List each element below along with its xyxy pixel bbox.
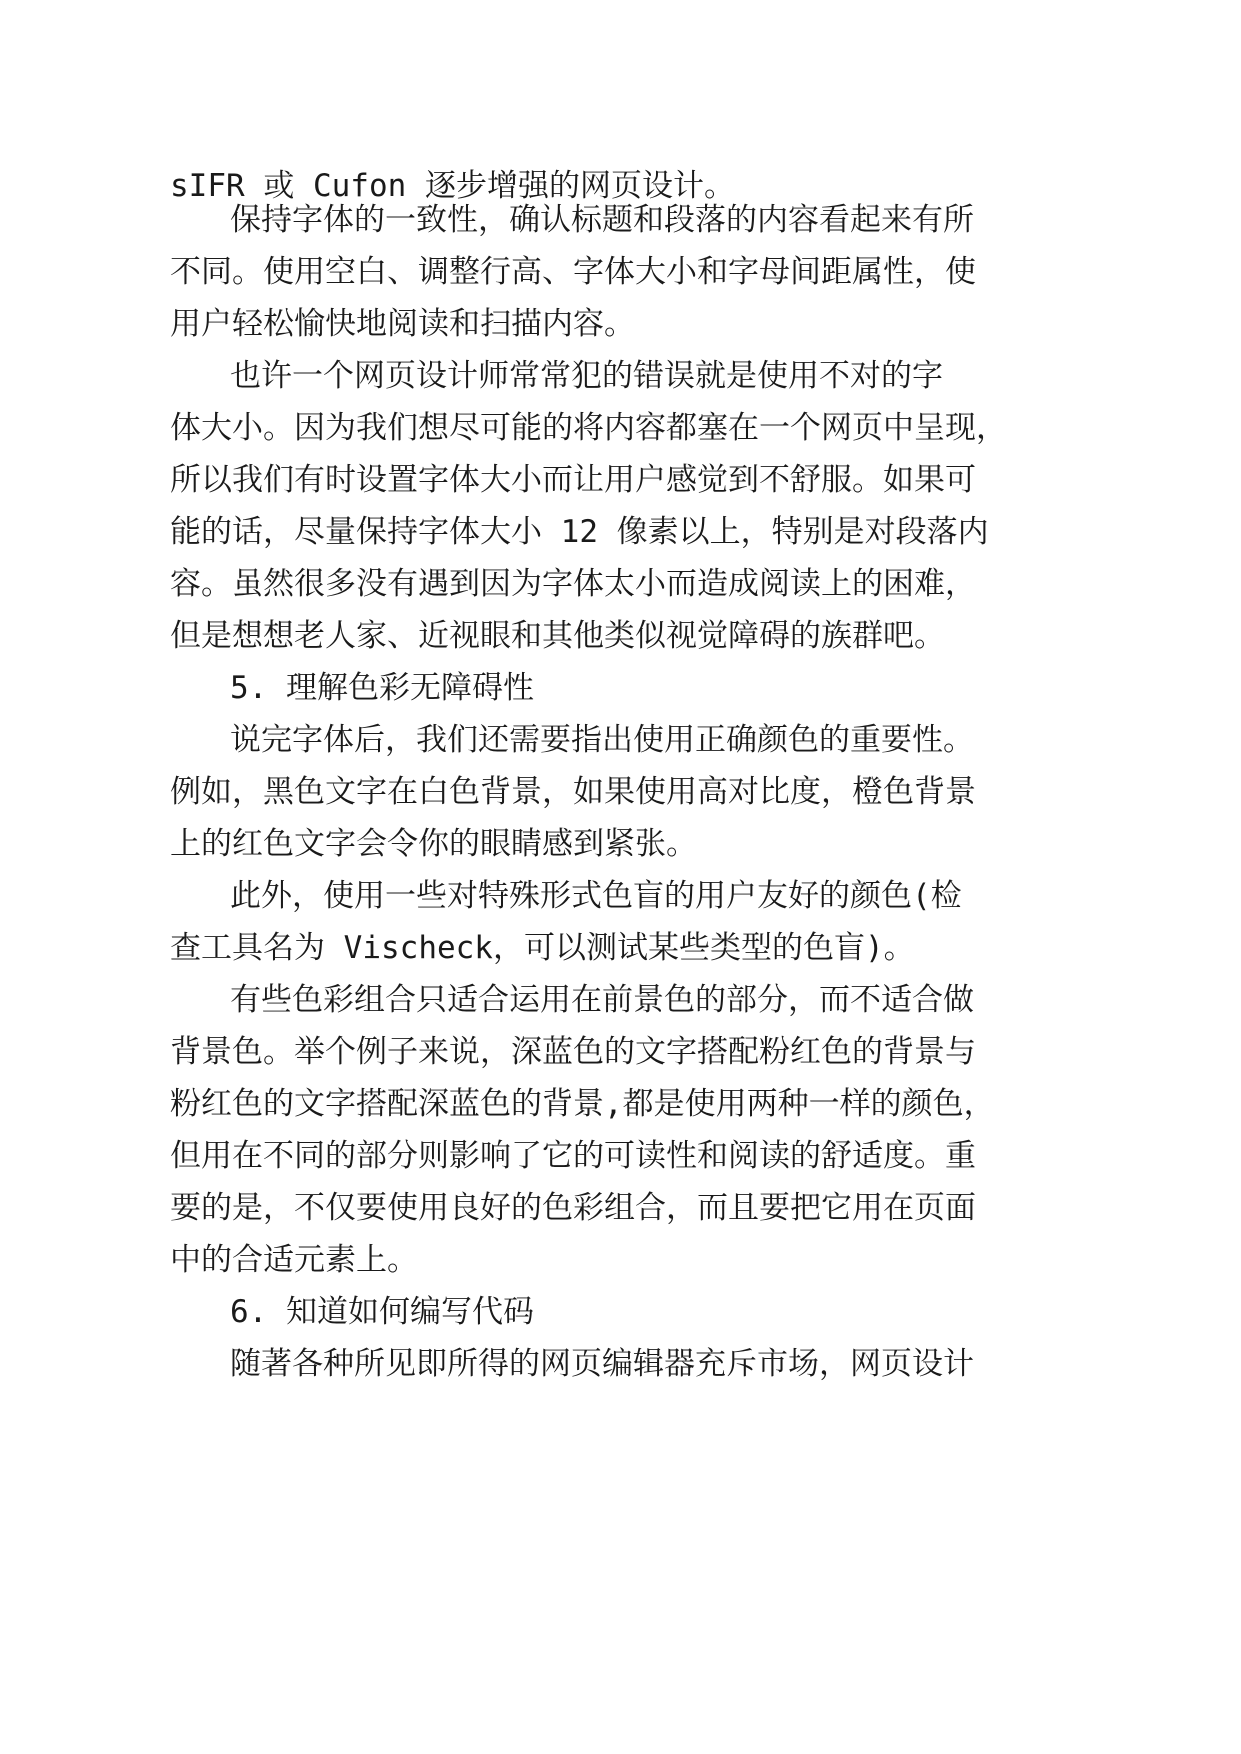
section-heading: 6. 知道如何编写代码	[230, 1294, 534, 1330]
text-line: 所以我们有时设置字体大小而让用户感觉到不舒服。如果可	[170, 462, 976, 498]
text-line: 粉红色的文字搭配深蓝色的背景,都是使用两种一样的颜色，	[170, 1086, 995, 1122]
text-line: 但是想想老人家、近视眼和其他类似视觉障碍的族群吧。	[170, 618, 945, 654]
text-line: 例如，黑色文字在白色背景，如果使用高对比度，橙色背景	[170, 774, 976, 810]
text-line: 上的红色文字会令你的眼睛感到紧张。	[170, 826, 697, 862]
text-line: 容。虽然很多没有遇到因为字体太小而造成阅读上的困难，	[170, 566, 976, 602]
text-line: 不同。使用空白、调整行高、字体大小和字母间距属性，使	[170, 254, 976, 290]
text-line: 查工具名为 Vischeck，可以测试某些类型的色盲)。	[170, 930, 915, 966]
text-line: 也许一个网页设计师常常犯的错误就是使用不对的字	[230, 358, 943, 394]
text-line: 中的合适元素上。	[170, 1242, 418, 1278]
text-line: 要的是，不仅要使用良好的色彩组合，而且要把它用在页面	[170, 1190, 976, 1226]
text-line: 有些色彩组合只适合运用在前景色的部分，而不适合做	[230, 982, 974, 1018]
text-line: 说完字体后，我们还需要指出使用正确颜色的重要性。	[230, 722, 974, 758]
text-line: 此外，使用一些对特殊形式色盲的用户友好的颜色(检	[230, 878, 962, 914]
text-line: 但用在不同的部分则影响了它的可读性和阅读的舒适度。重	[170, 1138, 976, 1174]
text-line: sIFR 或 Cufon 逐步增强的网页设计。	[170, 168, 735, 204]
section-heading: 5. 理解色彩无障碍性	[230, 670, 534, 706]
text-line: 背景色。举个例子来说，深蓝色的文字搭配粉红色的背景与	[170, 1034, 976, 1070]
text-line: 体大小。因为我们想尽可能的将内容都塞在一个网页中呈现，	[170, 410, 1007, 446]
text-line: 保持字体的一致性，确认标题和段落的内容看起来有所	[230, 202, 974, 238]
text-line: 用户轻松愉快地阅读和扫描内容。	[170, 306, 635, 342]
text-line: 随著各种所见即所得的网页编辑器充斥市场，网页设计	[230, 1346, 974, 1382]
text-line: 能的话，尽量保持字体大小 12 像素以上，特别是对段落内	[170, 514, 989, 550]
